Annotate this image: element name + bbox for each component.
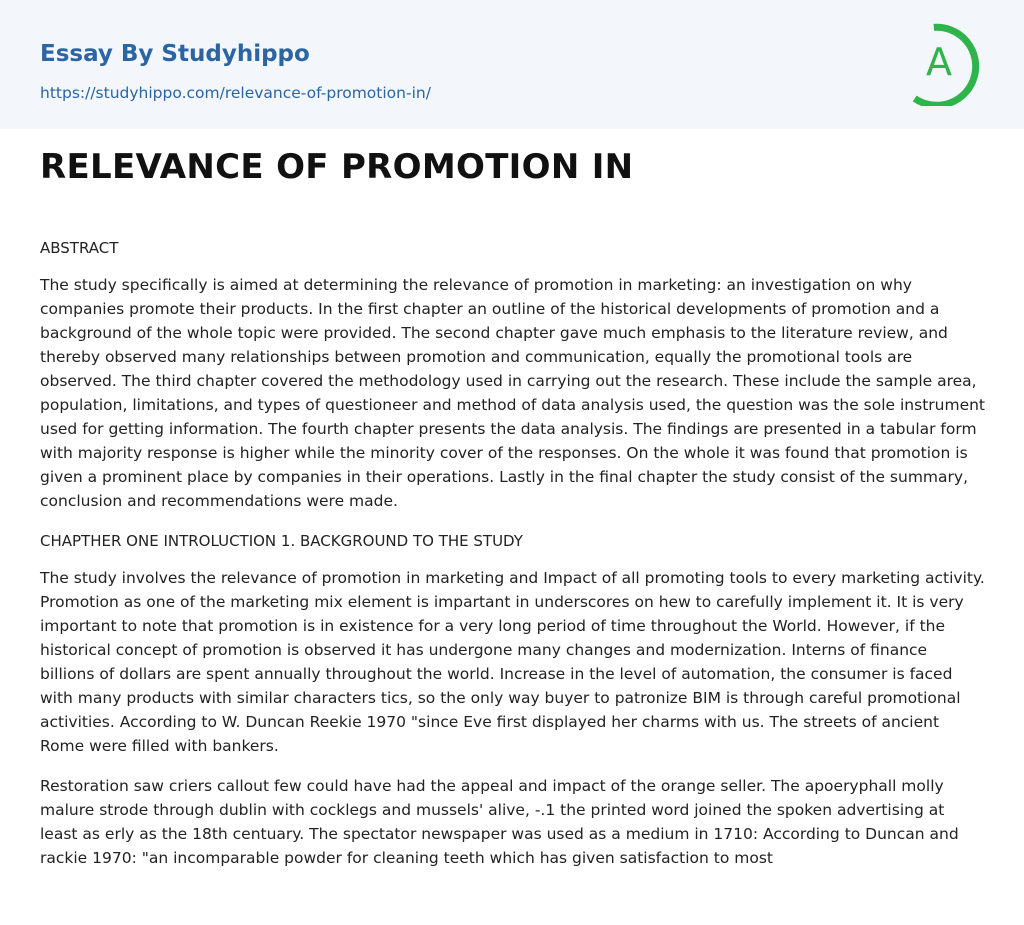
abstract-heading: ABSTRACT: [40, 239, 119, 257]
page-title: RELEVANCE OF PROMOTION IN: [40, 147, 634, 187]
abstract-paragraph: The study specifically is aimed at determining the relevance of promotion in marketing: an investigation on why companies promote their products. In the first chapter an outline of the historical developments of promotion and a background of the whole topic were provided. The second chapter gave much emphasis to the literature review, and thereby observed many relationships between promotion and communication, equally the promotional tools are observed. The third chapter covered the methodology used in carrying out the research. These include the sample area, population, limitations, and types of questioneer and method of data analysis used, the question was the sole instrument used for getting information. The fourth chapter presents the data analysis. The findings are presented in a tabular form with majority response is higher while the minority cover of the responses. On the whole it was found that promotion is given a prominent place by companies in their operations. Lastly in the final chapter the study consist of the summary, conclusion and recommendations were made.: [40, 276, 986, 510]
site-header: [0, 0, 1024, 129]
studyhippo-logo-icon[interactable]: [910, 18, 988, 106]
logo-letter: A: [926, 40, 952, 84]
essay-content: [40, 236, 986, 870]
background-paragraph: The study involves the relevance of promotion in marketing and Impact of all promoting tools to every marketing activity. Promotion as one of the marketing mix element is impartant in underscores on hew to carefully implement it. It is very important to note that promotion is in existence for a very long period of time throughout the World. However, if the historical concept of promotion is observed it has undergone many changes and modernization. Interns of finance billions of dollars are spent annually throughout the world. Increase in the level of automation, the consumer is faced with many products with similar characters tics, so the only way buyer to patronize BIM is through careful promotional activities. According to W. Duncan Reekie 1970 "since Eve first displayed her charms with us. The streets of ancient Rome were filled with bankers.: [40, 569, 985, 755]
chapter-one-heading: CHAPTHER ONE INTROLUCTION 1. BACKGROUND TO THE STUDY: [40, 532, 523, 550]
brand-title[interactable]: Essay By Studyhippo: [40, 41, 310, 67]
restoration-paragraph: Restoration saw criers callout few could have had the appeal and impact of the orange seller. The apoeryphall molly malure strode through dublin with cocklegs and mussels' alive, -.1 the printed word joined the spoken advertising at least as erly as the 18th centuary. The spectator newspaper was used as a medium in 1710: According to Duncan and rackie 1970: "an incomparable powder for cleaning teeth which has given satisfaction to most: [40, 777, 959, 867]
page-url-link[interactable]: https://studyhippo.com/relevance-of-promotion-in/: [40, 84, 431, 102]
